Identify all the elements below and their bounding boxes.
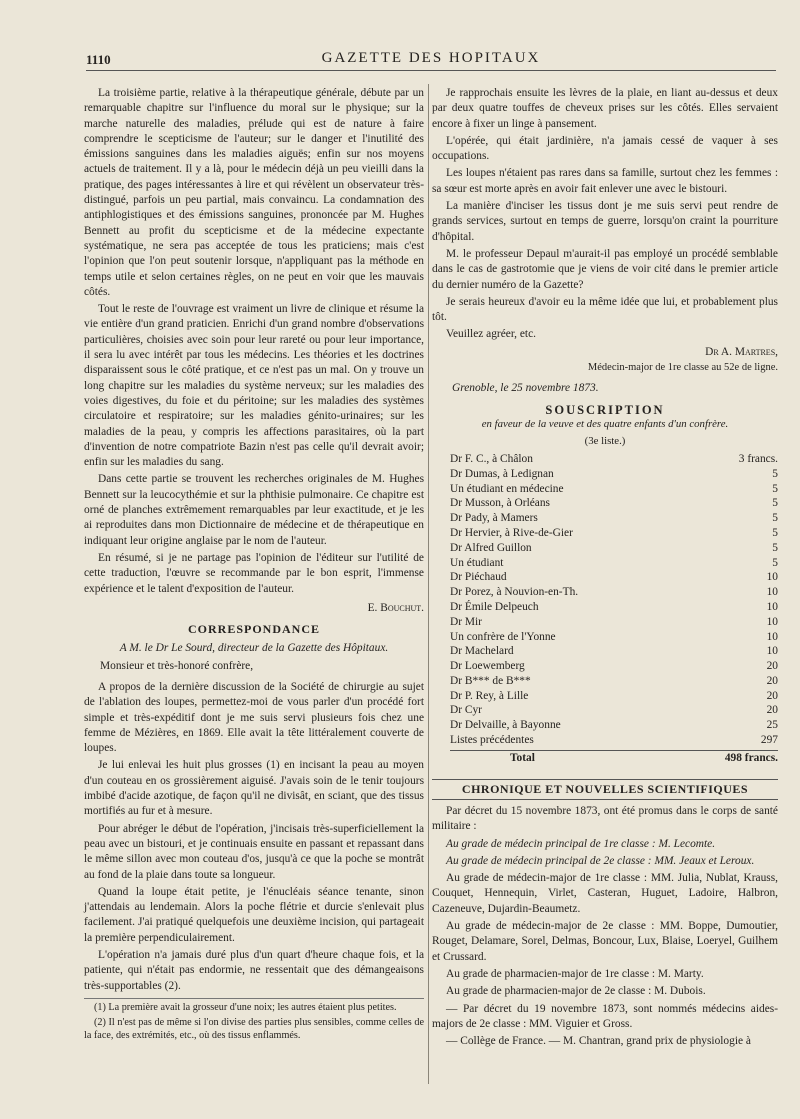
footnote: (1) La première avait la grosseur d'une noix; les autres étaient plus petites. [94, 1001, 397, 1013]
donor-name: Dr P. Rey, à Lille [450, 689, 529, 702]
letter-paragraph: Les loupes n'étaient pas rares dans sa famille, surtout chez les femmes : sa sœur est morte après en avoir fait enlever une avec le bistouri. [432, 167, 778, 195]
letter-salutation: Monsieur et très-honoré confrère, [100, 659, 254, 672]
total-amount: 498 francs. [724, 752, 778, 765]
letter-closing: Veuillez agréer, etc. [446, 328, 536, 341]
donor-name: Un étudiant en médecine [450, 482, 564, 495]
donation-row [450, 526, 778, 541]
donation-row [450, 556, 778, 571]
donation-row [450, 452, 778, 467]
donation-row [450, 482, 778, 497]
donation-row [450, 659, 778, 674]
donor-name: Dr Machelard [450, 645, 514, 658]
donation-amount: 20 [766, 689, 778, 702]
donor-name: Dr Loewemberg [450, 660, 525, 673]
donation-amount: 10 [766, 571, 778, 584]
donation-amount: 5 [772, 482, 778, 495]
letter-paragraph: Je lui enlevai les huit plus grosses (1) en incisant la peau au moyen d'un couteau en os grossièrement aiguisé. J'avais soin de le tenir toujours imbibé d'acide azotique, de façon qu'il ne divisât, en sciant, que des tissus mortifiés au fur et à mesure. [84, 759, 424, 818]
donor-name: Dr Alfred Guillon [450, 541, 532, 554]
letter-paragraph: M. le professeur Depaul m'aurait-il pas employé un procédé semblable dans le cas de gastrotomie que je viens de voir cité dans le premier article du dernier numéro de la Gazette? [432, 247, 778, 291]
left-column [84, 86, 424, 1044]
donation-amount: 20 [766, 674, 778, 687]
donor-name: Dr Piéchaud [450, 571, 507, 584]
letter-paragraph: La manière d'inciser les tissus dont je me suis servi peut rendre de grands services, surtout en temps de guerre, lorsqu'on craint la pourriture d'hôpital. [432, 200, 778, 243]
previous-lists-amount: 297 [760, 734, 778, 747]
donation-row [450, 585, 778, 600]
donation-row [450, 718, 778, 733]
subscription-list-number: (3e liste.) [584, 434, 626, 447]
donation-list [450, 452, 778, 733]
total-row [450, 750, 778, 766]
donor-name: Un étudiant [450, 556, 504, 569]
footnote: (2) Il n'est pas de même si l'on divise des parties plus sensibles, comme celles de la face, des extrémités, etc., où des tissus enflammés. [84, 1016, 424, 1041]
donation-amount: 3 francs. [738, 452, 778, 465]
letter-paragraph: Je rapprochais ensuite les lèvres de la plaie, en liant au-dessus et deux par deux quatre touffes de cheveux prises sur les côtés. Elles servaient encore à fixer un linge à pansement. [432, 87, 778, 130]
review-paragraph: En résumé, si je ne partage pas l'opinion de l'éditeur sur l'utilité de cette traduction, l'œuvre se recommande par le bon esprit, l'immense expérience et le talent d'exposition de l'auteur. [84, 551, 424, 595]
total-label: Total [510, 752, 535, 765]
donation-row [450, 541, 778, 556]
donor-name: Dr Émile Delpeuch [450, 600, 539, 613]
letter-paragraph: L'opération n'a jamais duré plus d'un quart d'heure chaque fois, et la patiente, qui n'était pas endormie, ne ressentait que des démangeaisons très-supportables (2). [84, 949, 424, 992]
chronique-paragraph: Par décret du 15 novembre 1873, ont été promus dans le corps de santé militaire : [432, 804, 778, 833]
review-signature: E. Bouchut. [367, 601, 424, 614]
donor-name: Dr Delvaille, à Bayonne [450, 719, 561, 732]
letter-paragraph: Quand la loupe était petite, je l'énucléais séance tenante, sinon j'attendais au lendemain. Alors la poche flétrie et durcie s'enlevait plus facilement. J'ai pratiqué quelquefois une deuxième incision, qui partageait la première perpendiculairement. [84, 885, 424, 944]
page-number: 1110 [86, 52, 111, 67]
donation-row [450, 496, 778, 511]
chronique-paragraph: Au grade de médecin principal de 1re classe : M. Lecomte. [446, 837, 716, 850]
page-header [86, 48, 776, 71]
author-name: Dr A. Martres, [705, 345, 778, 358]
donor-name: Dr Dumas, à Ledignan [450, 467, 554, 480]
letter-paragraph: L'opérée, qui était jardinière, n'a jamais cessé de vaquer à ses occupations. [432, 134, 778, 163]
donation-amount: 5 [772, 556, 778, 569]
donation-row [450, 615, 778, 630]
donation-row [450, 467, 778, 482]
chronique-paragraph: Au grade de pharmacien-major de 1re classe : M. Marty. [446, 967, 704, 980]
correspondence-heading: CORRESPONDANCE [187, 622, 320, 637]
chronique-heading: CHRONIQUE ET NOUVELLES SCIENTIFIQUES [432, 779, 778, 800]
donation-amount: 10 [766, 645, 778, 658]
donation-amount: 10 [766, 600, 778, 613]
subscription-heading: SOUSCRIPTION [545, 402, 665, 417]
donor-name: Dr F. C., à Châlon [450, 452, 533, 465]
journal-title: GAZETTE DES HOPITAUX [321, 50, 541, 66]
chronique-paragraph: Au grade de médecin principal de 2e classe : MM. Jeaux et Leroux. [446, 854, 755, 867]
review-paragraph: Tout le reste de l'ouvrage est vraiment un livre de clinique et résume la vie entière d'un grand praticien. Enrichi d'un grand nombre d'observations particulières, choisies avec soin pour leur rareté ou pour leur importance, il sera lu avec intérêt par tous les médecins. Les théories et les doctrines disparaissent sous le côté pratique, et ce n'est pas un mal. On y trouve un long chapitre sur les maladies du système nerveux; sur les maladies des voies digestives, du foie et du péritoine; sur les maladies des systèmes circulatoire et respiratoire; sur les maladies génito-urinaires; sur les maladies de la peau, y compris les affections parasitaires, où la part d'invention de notre compatriote Bazin n'est pas celle qu'il devrait avoir; enfin sur les maladies du sang. [84, 303, 424, 469]
donation-amount: 5 [772, 526, 778, 539]
chronique-paragraph: — Par décret du 19 novembre 1873, sont nommés médecins aides-majors de 2e classe : MM. Viguier et Gross. [432, 1002, 778, 1030]
chronique-paragraph: — Collège de France. — M. Chantran, grand prix de physiologie à [446, 1035, 751, 1048]
previous-lists-label: Listes précédentes [450, 734, 534, 747]
donation-amount: 5 [772, 512, 778, 525]
donation-row [450, 689, 778, 704]
letter-paragraph: A propos de la dernière discussion de la Société de chirurgie au sujet de l'ablation des loupes, permettez-moi de vous parler d'un procédé fort simple et très-expéditif dont je me suis servi plusieurs fois chez une femme de Mézières, en 1869. Elle avait la tête littéralement couverte de loupes. [84, 680, 424, 755]
donor-name: Dr Hervier, à Rive-de-Gier [450, 526, 573, 539]
donation-row [450, 600, 778, 615]
donation-amount: 5 [772, 467, 778, 480]
letter-paragraph: Pour abréger le début de l'opération, j'incisais très-superficiellement la peau avec un bistouri, et je continuais ensuite en passant et repassant dans le même sillon avec mon couteau d'os, jusqu'à ce que la poche se montrât au fond de la plaie dans toute sa longueur. [84, 822, 424, 881]
donation-row [450, 630, 778, 645]
donor-name: Dr Pady, à Mamers [450, 512, 538, 525]
letter-dateline: Grenoble, le 25 novembre 1873. [452, 382, 599, 395]
subscription-subtitle: en faveur de la veuve et des quatre enfants d'un confrère. [481, 417, 729, 430]
donation-amount: 5 [772, 541, 778, 554]
donor-name: Dr Mir [450, 615, 482, 628]
donation-amount: 25 [766, 719, 778, 732]
letter-author [432, 345, 778, 376]
donation-amount: 5 [772, 497, 778, 510]
donation-amount: 10 [766, 630, 778, 643]
donor-name: Un confrère de l'Yonne [450, 630, 556, 643]
review-paragraph: Dans cette partie se trouvent les recherches originales de M. Hughes Bennett sur la leucocythémie et sur la phthisie pulmonaire. Ce chapitre est orné de planches extrêmement remarquables par leur exactitude, et je les ai reproduites dans mon Dictionnaire de médecine et de thérapeutique en indiquant leur origine anglaise par le nom de l'auteur. [84, 473, 424, 547]
donation-amount: 20 [766, 704, 778, 717]
review-paragraph: La troisième partie, relative à la thérapeutique générale, débute par un remarquable chapitre sur l'influence du moral sur le physique; sur la marche naturelle des maladies, prélude qui est de nature à faire comprendre le scepticisme de l'auteur; sur le danger et l'inutilité des émissions sanguines dans les maladies aiguës; enfin sur nos moyens actuels de traitement. Il y a là, pour le médecin déjà un peu vieilli dans la pratique, des pages intéressantes à lire et qui révèlent un observateur très-distingué, parfois un peu partial, mais convaincu. La condamnation des antiphlogistiques et des émissions sanguines, prononcée par M. Hughes Bennett au profit du scepticisme et de la médecine expectante systématique, ne sera pas acceptée de tous les praticiens; mais c'est l'opinion que l'on peut soutenir lorsque, n'appliquant pas la méthode en temps utile et selon certaines règles, on ne peut en voir que les mauvais côtés. [84, 87, 424, 298]
donation-row [450, 570, 778, 585]
chronique-paragraph: Au grade de médecin-major de 2e classe : MM. Boppe, Dumoutier, Rouget, Delamare, Sorel, Delmas, Boncour, Lux, Blaise, Loeryel, Guilhem et Crussard. [432, 920, 778, 963]
right-column [432, 86, 778, 1051]
column-divider [428, 84, 429, 1084]
previous-lists-row [450, 733, 778, 748]
donation-row [450, 674, 778, 689]
donation-row [450, 644, 778, 659]
footnotes [84, 998, 424, 1042]
letter-paragraph: Je serais heureux d'avoir eu la même idée que lui, et probablement plus tôt. [432, 295, 778, 324]
donation-amount: 10 [766, 615, 778, 628]
chronique-paragraph: Au grade de pharmacien-major de 2e classe : M. Dubois. [446, 985, 706, 998]
donation-row [450, 703, 778, 718]
donation-row [450, 511, 778, 526]
correspondence-address: A M. le Dr Le Sourd, directeur de la Gazette des Hôpitaux. [119, 642, 389, 655]
donation-amount: 10 [766, 586, 778, 599]
donation-amount: 20 [766, 660, 778, 673]
author-title: Médecin-major de 1re classe au 52e de ligne. [587, 362, 778, 374]
donor-name: Dr Porez, à Nouvion-en-Th. [450, 586, 579, 599]
donor-name: Dr Cyr [450, 704, 482, 717]
chronique-paragraph: Au grade de médecin-major de 1re classe : MM. Julia, Nublat, Krauss, Couquet, Hennequin, Virlet, Casteran, Huguet, Ladoire, Halbron, Cazeneuve, Dujardin-Beaumetz. [432, 872, 778, 915]
donor-name: Dr B*** de B*** [450, 674, 531, 687]
donor-name: Dr Musson, à Orléans [450, 497, 550, 510]
